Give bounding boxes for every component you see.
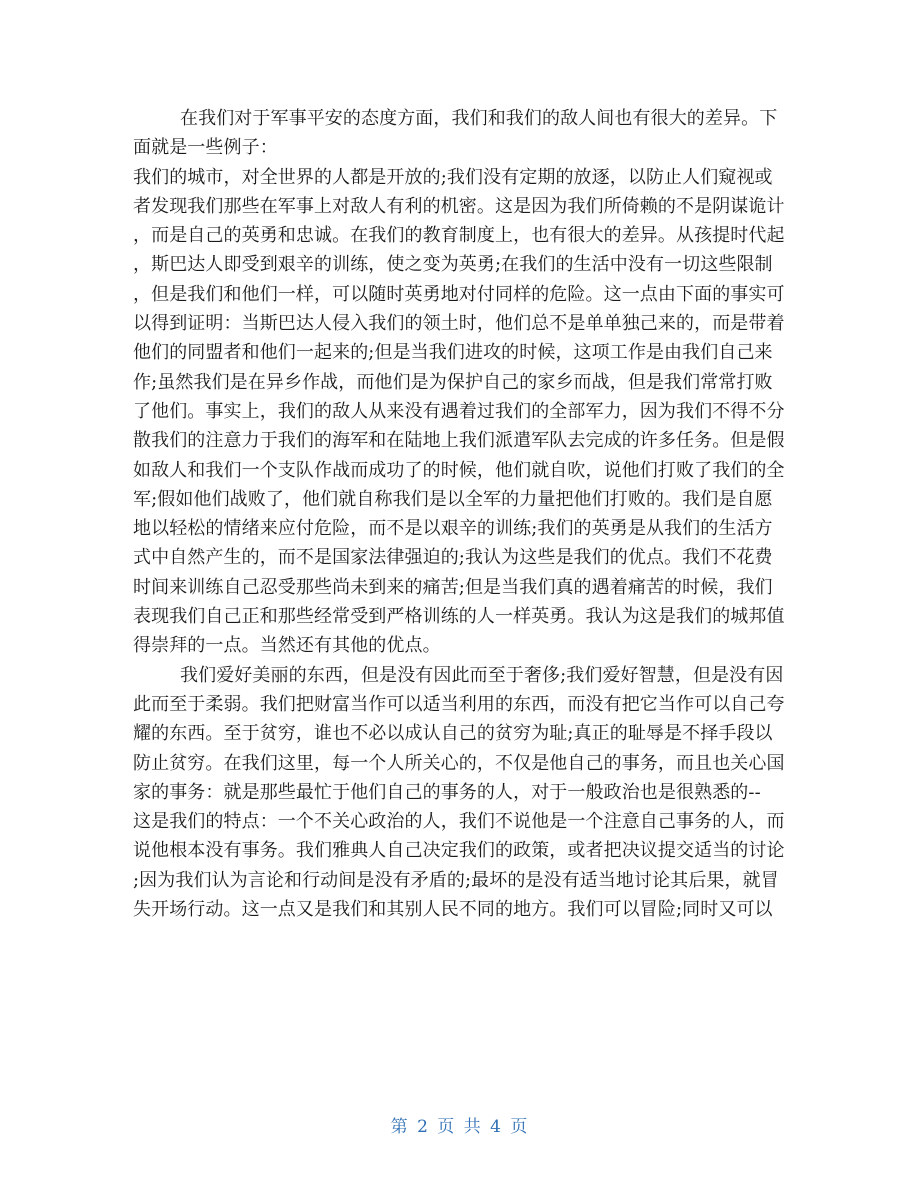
- text-line: 表现我们自己正和那些经常受到严格训练的人一样英勇。我认为这是我们的城邦值: [133, 606, 785, 628]
- text-line: 家的事务：就是那些最忙于他们自己的事务的人，对于一般政治也是很熟悉的--: [133, 781, 761, 803]
- text-line: 这是我们的特点：一个不关心政治的人，我们不说他是一个注意自己事务的人，而: [133, 811, 785, 833]
- text-line: 散我们的注意力于我们的海军和在陆地上我们派遣军队去完成的许多任务。但是假: [133, 430, 785, 452]
- text-line: ，但是我们和他们一样，可以随时英勇地对付同样的危险。这一点由下面的事实可: [133, 283, 785, 305]
- text-line: 时间来训练自己忍受那些尚未到来的痛苦;但是当我们真的遇着痛苦的时候，我们: [133, 576, 773, 598]
- text-line: 以得到证明：当斯巴达人侵入我们的领土时，他们总不是单单独己来的，而是带着: [133, 313, 785, 335]
- text-line: 如敌人和我们一个支队作战而成功了的时候，他们就自吹，说他们打败了我们的全: [133, 459, 785, 481]
- text-line: 防止贫穷。在我们这里，每一个人所关心的，不仅是他自己的事务，而且也关心国: [133, 752, 785, 774]
- text-line: 耀的东西。至于贫穷，谁也不必以成认自己的贫穷为耻;真正的耻辱是不择手段以: [133, 723, 773, 745]
- text-line: 了他们。事实上，我们的敌人从来没有遇着过我们的全部军力，因为我们不得不分: [133, 400, 785, 422]
- text-line: ，斯巴达人即受到艰辛的训练，使之变为英勇;在我们的生活中没有一切这些限制: [133, 254, 773, 276]
- text-line: ;因为我们认为言论和行动间是没有矛盾的;最坏的是没有适当地讨论其后果，就冒: [133, 869, 779, 891]
- text-line: 此而至于柔弱。我们把财富当作可以适当利用的东西，而没有把它当作可以自己夸: [133, 693, 785, 715]
- text-line: 地以轻松的情绪来应付危险，而不是以艰辛的训练;我们的英勇是从我们的生活方: [133, 518, 773, 540]
- text-line: 我们的城市，对全世界的人都是开放的;我们没有定期的放逐，以防止人们窥视或: [133, 166, 773, 188]
- text-line: 失开场行动。这一点又是我们和其别人民不同的地方。我们可以冒险;同时又可以: [133, 899, 773, 921]
- text-line: 作;虽然我们是在异乡作战，而他们是为保护自己的家乡而战，但是我们常常打败: [133, 371, 773, 393]
- text-line: 他们的同盟者和他们一起来的;但是当我们进攻的时候，这项工作是由我们自己来: [133, 342, 773, 364]
- text-line: 者发现我们那些在军事上对敌人有利的机密。这是因为我们所倚赖的不是阴谋诡计: [133, 195, 785, 217]
- text-line: 说他根本没有事务。我们雅典人自己决定我们的政策，或者把决议提交适当的讨论: [133, 840, 785, 862]
- page-footer: [0, 1112, 920, 1137]
- page-number-label: 第 2 页 共 4 页: [390, 1117, 530, 1137]
- text-line: 式中自然产生的，而不是国家法律强迫的;我认为这些是我们的优点。我们不花费: [133, 547, 773, 569]
- text-line: ，而是自己的英勇和忠诚。在我们的教育制度上，也有很大的差异。从孩提时代起: [133, 225, 785, 247]
- text-line: 我们爱好美丽的东西，但是没有因此而至于奢侈;我们爱好智慧，但是没有因: [180, 664, 784, 686]
- document-body: [133, 104, 787, 924]
- text-line: 军;假如他们战败了，他们就自称我们是以全军的力量把他们打败的。我们是自愿: [133, 488, 773, 510]
- text-line: 在我们对于军事平安的态度方面，我们和我们的敌人间也有很大的差异。下: [180, 108, 778, 129]
- text-line: 面就是一些例子：: [133, 137, 278, 159]
- text-line: 得崇拜的一点。当然还有其他的优点。: [133, 635, 441, 657]
